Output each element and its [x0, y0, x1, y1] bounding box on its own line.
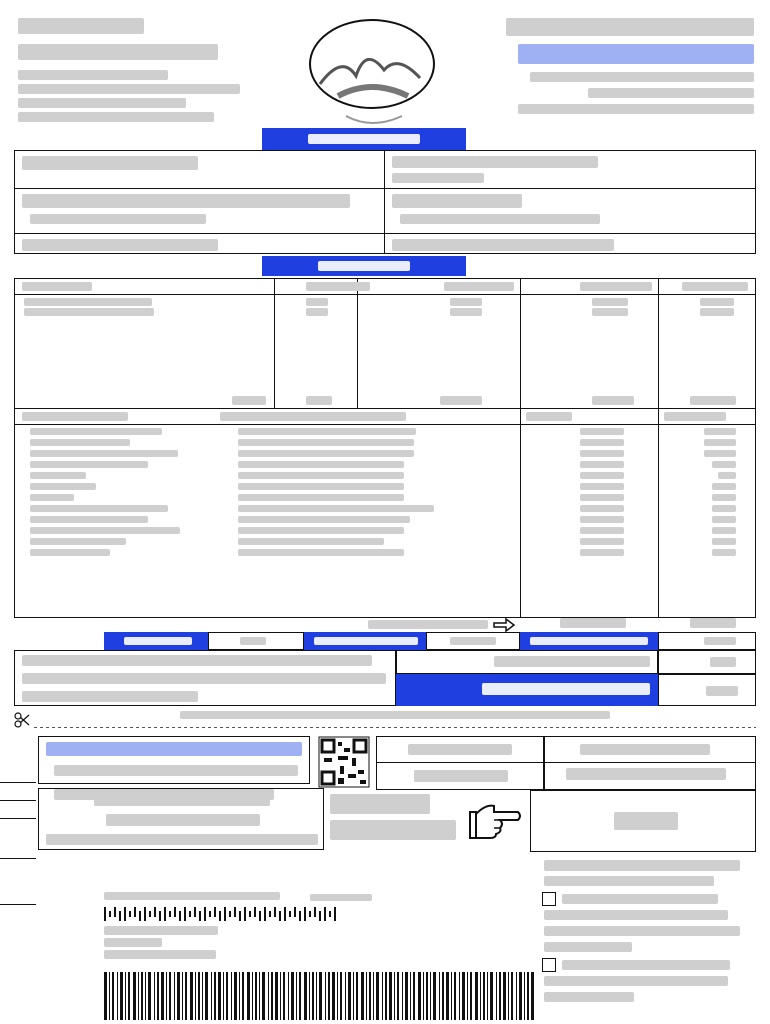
logo-graphic-icon: [302, 12, 442, 134]
intelligent-mail-barcode-icon: [104, 906, 336, 920]
barcode-icon: [104, 972, 534, 1020]
property-info-header: [262, 128, 466, 150]
taxing-units-list: [28, 428, 744, 558]
late-payment-notice: [542, 856, 756, 1006]
scissors-icon: [14, 712, 30, 728]
header-left-block: [14, 14, 264, 126]
address-changed-checkbox[interactable]: [542, 958, 556, 972]
pointing-hand-icon: [466, 798, 524, 844]
qr-code-icon: [318, 736, 370, 788]
stop-auto-bill-checkbox[interactable]: [542, 892, 556, 906]
mailing-address-block: [104, 890, 394, 960]
header-right-block: [484, 14, 758, 126]
arrow-right-icon: [492, 617, 516, 631]
tax-info-header: [262, 256, 466, 276]
